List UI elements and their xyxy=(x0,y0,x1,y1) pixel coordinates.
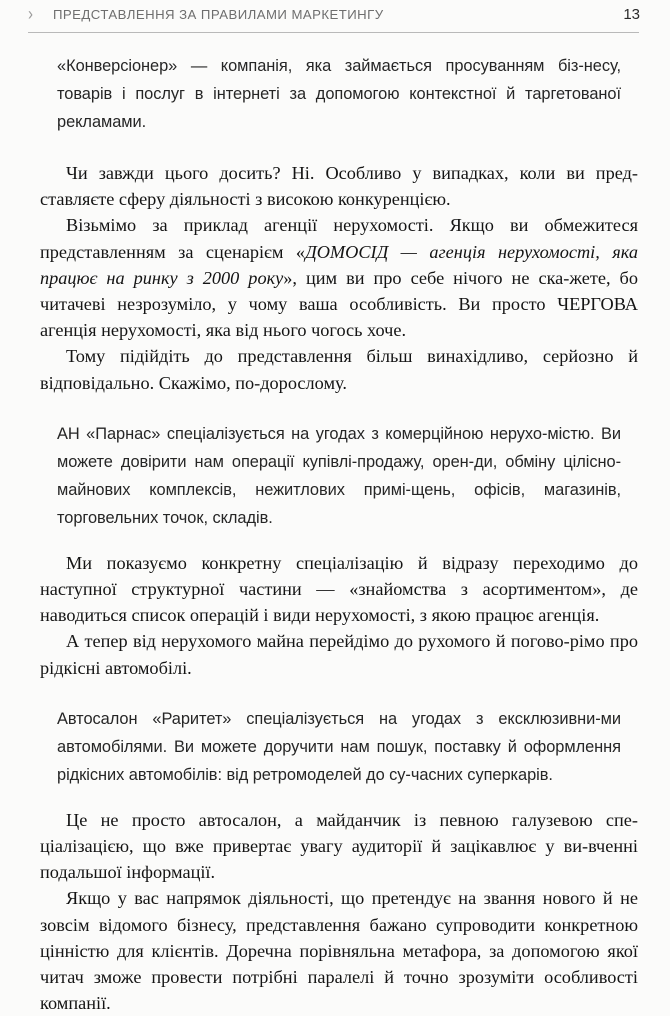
paragraph-metaphor: Якщо у вас напрямок діяльності, що претендує на звання нового й не зовсім відомого бізнесу, представлення бажано супроводити конкретною цінністю для клієнтів. Доречна порівняльна метафора, за допомогою якої читач зможе провести потрібні паралелі й точно зрозуміти особливості компанії. xyxy=(40,888,638,1014)
spacer xyxy=(40,681,638,705)
paragraph-specialization: Ми показуємо конкретну спеціалізацію й відразу переходимо до наступної структурної частини — «знайомства з асортиментом», де наводиться список операцій і види нерухомості, з якою працює агенція. xyxy=(40,552,638,626)
spacer xyxy=(40,136,638,160)
paragraph-domosid xyxy=(40,212,638,343)
running-head-title: ПРЕДСТАВЛЕННЯ ЗА ПРАВИЛАМИ МАРКЕТИНГУ xyxy=(53,7,384,22)
spacer xyxy=(40,532,638,550)
running-head-inner xyxy=(28,3,640,26)
spacer xyxy=(40,396,638,420)
running-head xyxy=(0,0,670,40)
sample-block-conversioner: «Конверсіонер» — компанія, яка займається просуванням біз-несу, товарів і послуг в інтернеті за допомогою контекстної й таргетованої рекламами. xyxy=(57,57,621,131)
paragraph-domosid-part2: », цим ви про себе нічого не ска-жете, бо читачеві незрозуміло, у чому ваша особливість. Ви просто ЧЕРГОВА агенція нерухомості, яка від нього чогось хоче. xyxy=(40,267,638,341)
text-column xyxy=(40,52,638,1016)
paragraph-movable: А тепер від нерухомого майна перейдімо до рухомого й погово-рімо про рідкісні автомобілі. xyxy=(40,631,638,678)
paragraph-domosid-part1: Візьмімо за приклад агенції нерухомості. Якщо ви обмежитеся представленням за сценарієм « xyxy=(40,215,638,262)
paragraph-domosid-italic: ДОМОСІД — агенція нерухомості, яка працює на ринку з 2000 року xyxy=(40,241,638,288)
sample-block-parnas: АН «Парнас» спеціалізується на угодах з комерційною нерухо-містю. Ви можете довірити нам операції купівлі-продажу, орен-ди, обміну цілісно-майнових комплексів, нежитлових примі-щень, офісів, магазинів, торговельних точок, складів. xyxy=(57,424,621,527)
page-number: 13 xyxy=(623,6,640,23)
paragraph-enough: Чи завжди цього досить? Ні. Особливо у випадках, коли ви пред-ставляєте сферу діяльності з високою конкуренцією. xyxy=(40,163,638,210)
paragraph-seriously: Тому підійдіть до представлення більш винахідливо, серйозно й відповідально. Скажімо, по-дорослому. xyxy=(40,346,638,393)
spacer xyxy=(40,789,638,807)
sample-block-raritet: Автосалон «Раритет» спеціалізується на угодах з ексклюзивни-ми автомобілями. Ви можете доручити нам пошук, поставку й оформлення рідкісних автомобілів: від ретромоделей до су-часних суперкарів. xyxy=(57,709,621,784)
header-divider xyxy=(28,32,639,33)
paragraph-platform: Це не просто автосалон, а майданчик із певною галузевою спе-ціалізацією, що вже привертає увагу аудиторії й зацікавлює у ви-вченні подальшої інформації. xyxy=(40,809,638,883)
chevron-right-icon: › xyxy=(28,3,33,26)
